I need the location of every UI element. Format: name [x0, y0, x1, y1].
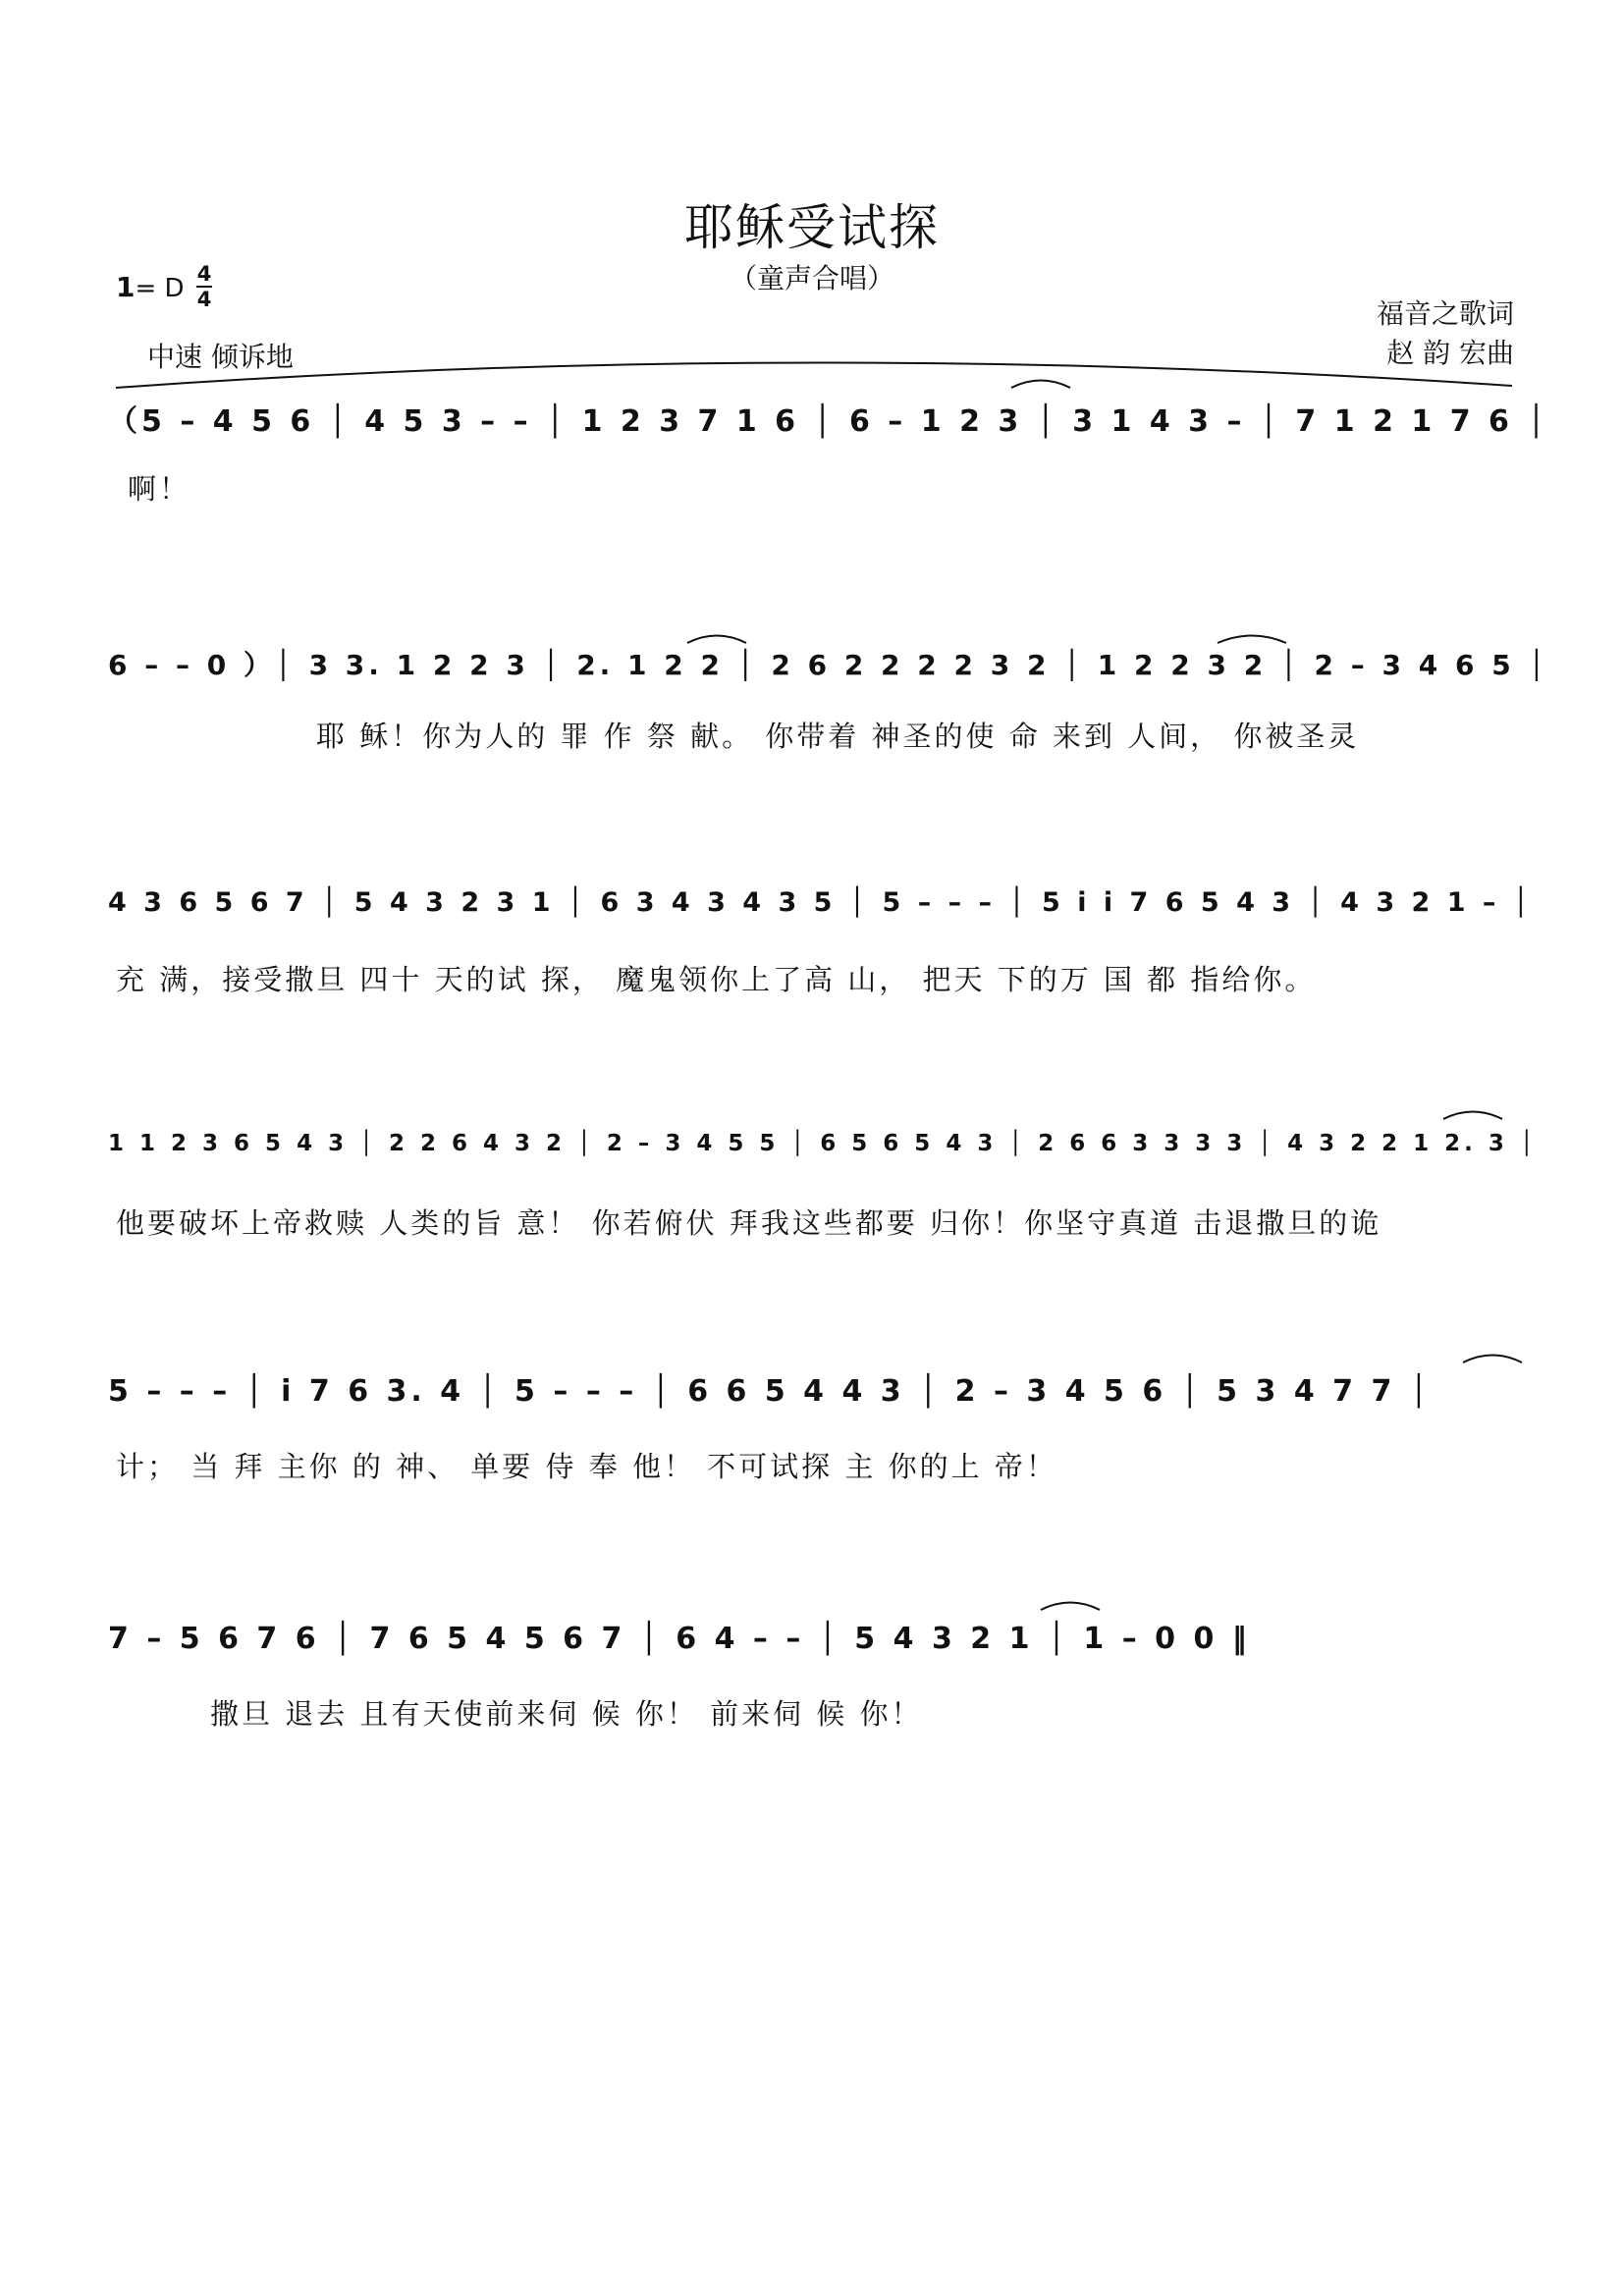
lyric-line-5: 计； 当 拜 主你 的 神、 单要 侍 奉 他！ 不可试探 主 你的上 帝！ — [116, 1450, 1057, 1483]
lyric-line-2: 耶 稣！你为人的 罪 作 祭 献。 你带着 神圣的使 命 来到 人间， 你被圣灵 — [316, 720, 1360, 753]
time-top: 4 — [196, 262, 212, 286]
key-do: 1 — [116, 271, 135, 303]
tie-arc — [1463, 1356, 1522, 1363]
key-eq: = D — [135, 274, 185, 303]
notation-line-1: （5 – 4 5 6 │ 4 5 3 – – │ 1 2 3 7 1 6 │ 6 – 1 2 3 │ 3 1 4 3 – │ 7 1 2 1 7 6 │ — [108, 404, 1549, 439]
notation-line-5: 5 – – – │ i 7 6 3. 4 │ 5 – – – │ 6 6 5 4 4 3 │ 2 – 3 4 5 6 │ 5 3 4 7 7 │ — [108, 1374, 1432, 1409]
tie-arc — [1011, 381, 1070, 389]
lyric-line-6: 撒旦 退去 且有天使前来伺 候 你！ 前来伺 候 你！ — [210, 1697, 923, 1731]
composer-credit: 赵 韵 宏曲 — [1386, 337, 1514, 369]
time-bottom: 4 — [196, 288, 212, 311]
lyric-line-3: 充 满，接受撒旦 四十 天的试 探， 魔鬼领你上了高 山， 把天 下的万 国 都 指给你。 — [116, 963, 1317, 996]
tie-arc — [1041, 1603, 1100, 1611]
notation-line-2: 6 – – 0 ）│ 3 3. 1 2 2 3 │ 2. 1 2 2 │ 2 6 2 2 2 2 3 2 │ 1 2 2 3 2 │ 2 – 3 4 6 5 │ — [108, 649, 1549, 681]
lyricist-credit: 福音之歌词 — [1376, 297, 1514, 330]
tempo-marking: 中速 倾诉地 — [147, 341, 294, 373]
lyric-line-1: 啊！ — [128, 472, 191, 506]
notation-line-4: 1 1 2 3 6 5 4 3 │ 2 2 6 4 3 2 │ 2 – 3 4 5 5 │ 6 5 6 5 4 3 │ 2 6 6 3 3 3 3 │ 4 3 2 2 1 2. 3 │ — [108, 1131, 1538, 1156]
notation-line-6: 7 – 5 6 7 6 │ 7 6 5 4 5 6 7 │ 6 4 – – │ 5 4 3 2 1 │ 1 – 0 0 ‖ — [108, 1622, 1251, 1656]
lyric-line-4: 他要破坏上帝救赎 人类的旨 意！ 你若俯伏 拜我这些都要 归你！你坚守真道 击退撒旦的诡 — [116, 1206, 1382, 1240]
tie-arc — [687, 636, 746, 644]
song-subtitle: （童声合唱） — [729, 262, 894, 294]
notation-line-3: 4 3 6 5 6 7 │ 5 4 3 2 3 1 │ 6 3 4 3 4 3 5 │ 5 – – – │ 5 i i 7 6 5 4 3 │ 4 3 2 1 – │ — [108, 887, 1534, 918]
tie-arc — [1218, 636, 1286, 644]
phrase-slur — [116, 362, 1512, 388]
tie-arc — [1443, 1112, 1502, 1120]
song-title: 耶稣受试探 — [684, 199, 940, 256]
